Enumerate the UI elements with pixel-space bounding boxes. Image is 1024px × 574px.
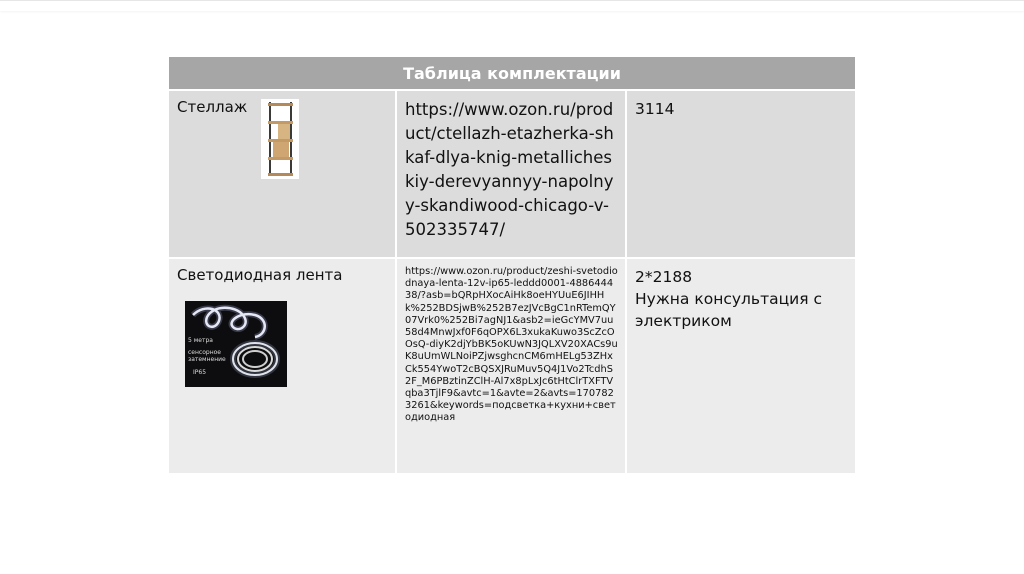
item-name-cell: [169, 91, 397, 257]
led-strip-image: [185, 301, 287, 387]
url-cell: [397, 259, 627, 473]
item-note: Нужна консультация с электриком: [635, 290, 822, 330]
item-name: Светодиодная лента: [177, 266, 343, 284]
item-name: Стеллаж: [177, 98, 248, 116]
equipment-table: [169, 57, 855, 475]
item-quantity: 2*2188: [635, 268, 693, 286]
product-link[interactable]: https://www.ozon.ru/product/ctellazh-etazherka-shkaf-dlya-knig-metallicheskiy-derevyannyy-napolnyy-skandiwood-chicago-v-502335747/: [405, 100, 614, 239]
quantity-cell: [627, 259, 855, 473]
item-quantity: 3114: [635, 100, 675, 118]
table-row: [169, 259, 855, 475]
table-title: Таблица комплектации: [169, 57, 855, 91]
quantity-cell: [627, 91, 855, 257]
item-name-cell: [169, 259, 397, 473]
led-rating-label: IP65: [193, 369, 207, 376]
table-row: [169, 91, 855, 259]
led-feature-label: сенсорное затемнение: [188, 349, 226, 363]
led-length-label: 5 метра: [188, 337, 213, 344]
slide-top-border: [0, 0, 1024, 11]
product-link[interactable]: https://www.ozon.ru/product/zeshi-svetodiodnaya-lenta-12v-ip65-leddd0001-488644438/?asb=bQRpHXocAiHk8oeHYUuE6JIHHk%252BDSjwB%252B7ezJVcBgC1nRTemQY07Vrk0%252Bi7agNJ1&asb2=ieGcYMV7uu58d4MnwJxf0F6qOPX6L3xukaKuwo3ScZcOOsQ-diyK2djYbBK5oKUwN3JQLXV20XACs9uK8uUmWLNoiPZjwsghcnCM6mHELg53ZHxCk554YwoT2cBQSXJRuMuv5Q4J1Vo2TcdhS2F_M6PBztinZClH-Al7x8pLxJc6tHtClrTXFTVqba3TjlF9&avtc=1&avte=2&avts=1707823261&keywords=подсветка+кухни+светодиодная: [405, 266, 618, 424]
shelf-image: [261, 99, 299, 179]
url-cell: [397, 91, 627, 257]
